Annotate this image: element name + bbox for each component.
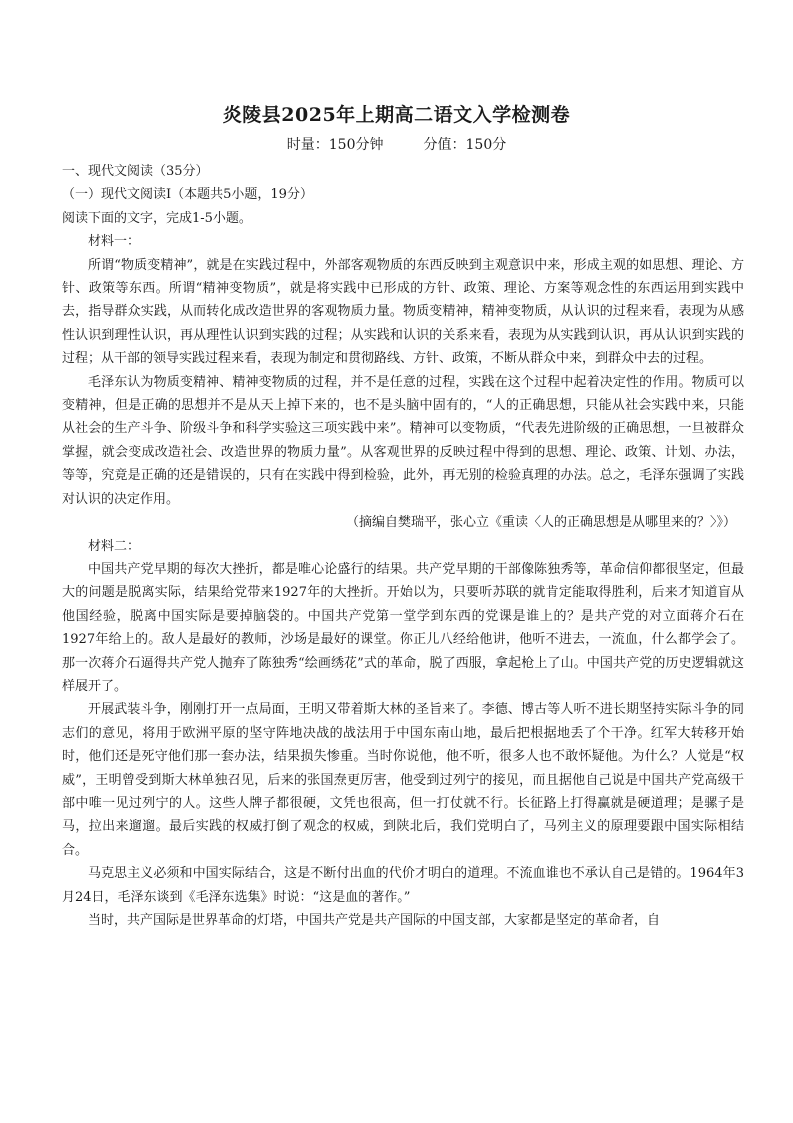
document-body: [62, 160, 744, 932]
material2-paragraph-3: 马克思主义必须和中国实际结合，这是不断付出血的代价才明白的道理。不流血谁也不承认自己是错的。1964年3月24日，毛泽东谈到《毛泽东选集》时说：“这是血的著作。”: [62, 866, 744, 905]
material1-source: （摘编自樊瑞平，张心立《重读〈人的正确思想是从哪里来的？〉》）: [345, 515, 736, 531]
material2-paragraph-4: 当时，共产国际是世界革命的灯塔，中国共产党是共产国际的中国支部，大家都是坚定的革命者，自: [88, 913, 661, 928]
exam-title: 炎陵县2025年上期高二语文入学检测卷: [222, 104, 571, 126]
material1-paragraph-2: 毛泽东认为物质变精神、精神变物质的过程，并不是任意的过程，实践在这个过程中起着决定性的作用。物质可以变精神，但是正确的思想并不是从天上掉下来的，也不是头脑中固有的，“人的正确思想，只能从社会实践中来，只能从社会的生产斗争、阶级斗争和科学实验这三项实践中来”。精神可以变物质，“代表先进阶级的正确思想，一旦被群众掌握，就会变成改造社会、改造世界的物质力量”。从客观世界的反映过程中得到的思想、理论、政策、计划、办法，等等，究竟是正确的还是错误的，只有在实践中得到检验，此外，再无别的检验真理的办法。总之，毛泽东强调了实践对认识的决定作用。: [62, 374, 744, 507]
material2-label: 材料二：: [88, 538, 141, 554]
instruction-text: 阅读下面的文字，完成1-5小题。: [62, 210, 252, 226]
material2-paragraph-2: 开展武装斗争，刚刚打开一点局面，王明又带着斯大林的圣旨来了。李德、博古等人听不进长期坚持实际斗争的同志们的意见，将用于欧洲平原的坚守阵地决战的战法用于中国东南山地，最后把根据地丢了个干净。红军大转移开始时，他们还是死守他们那一套办法，结果损失惨重。当时你说他，他不听，很多人也不敢怀疑他。为什么？人觉是“权威”，王明曾受到斯大林单独召见，后来的张国焘更厉害，他受到过列宁的接见，而且据他自己说是中国共产党高级干部中唯一见过列宁的人。这些人牌子都很硬，文凭也很高，但一打仗就不行。长征路上打得赢就是硬道理；是骡子是马，拉出来遛遛。最后实践的权威打倒了观念的权威，到陕北后，我们党明白了，马列主义的原理要跟中国实际相结合。: [62, 702, 744, 858]
section-heading: 一、现代文阅读（35分）: [62, 164, 209, 179]
material1-paragraph-1: 所谓“物质变精神”，就是在实践过程中，外部客观物质的东西反映到主观意识中来，形成主观的如思想、理论、方针、政策等东西。所谓“精神变物质”，就是将实践中已形成的方针、政策、理论、方案等观念性的东西运用到实践中去，指导群众实践，从而转化成改造世界的客观物质力量。物质变精神，精神变物质，从认识的过程来看，表现为从感性认识到理性认识，再从理性认识到实践的过程；从实践和认识的关系来看，表现为从实践到认识，再从认识到实践的过程；从干部的领导实践过程来看，表现为制定和贯彻路线、方针、政策，不断从群众中来，到群众中去的过程。: [62, 257, 744, 367]
material1-label: 材料一：: [88, 234, 141, 250]
material2-paragraph-1: 中国共产党早期的每次大挫折，都是唯心论盛行的结果。共产党早期的干部像陈独秀等，革命信仰都很坚定，但最大的问题是脱离实际，结果给党带来1927年的大挫折。开始以为，只要听苏联的就肯定能取得胜利，后来才知道盲从他国经验，脱离中国实际是要掉脑袋的。中国共产党第一堂学到东西的党课是谁上的？是共产党的对立面蒋介石在1927年给上的。敌人是最好的教师，沙场是最好的课堂。你正儿八经给他讲，他听不进去，一流血，什么都学会了。那一次蒋介石逼得共产党人抛弃了陈独秀“绘画绣花”式的革命，脱了西服，拿起枪上了山。中国共产党的历史逻辑就这样展开了。: [62, 561, 744, 694]
exam-score: 分值：150分: [423, 137, 507, 153]
exam-time: 时量：150分钟: [286, 137, 384, 153]
subsection-heading: （一）现代文阅读Ⅰ（本题共5小题，19分）: [62, 187, 313, 203]
exam-info: [0, 134, 793, 154]
